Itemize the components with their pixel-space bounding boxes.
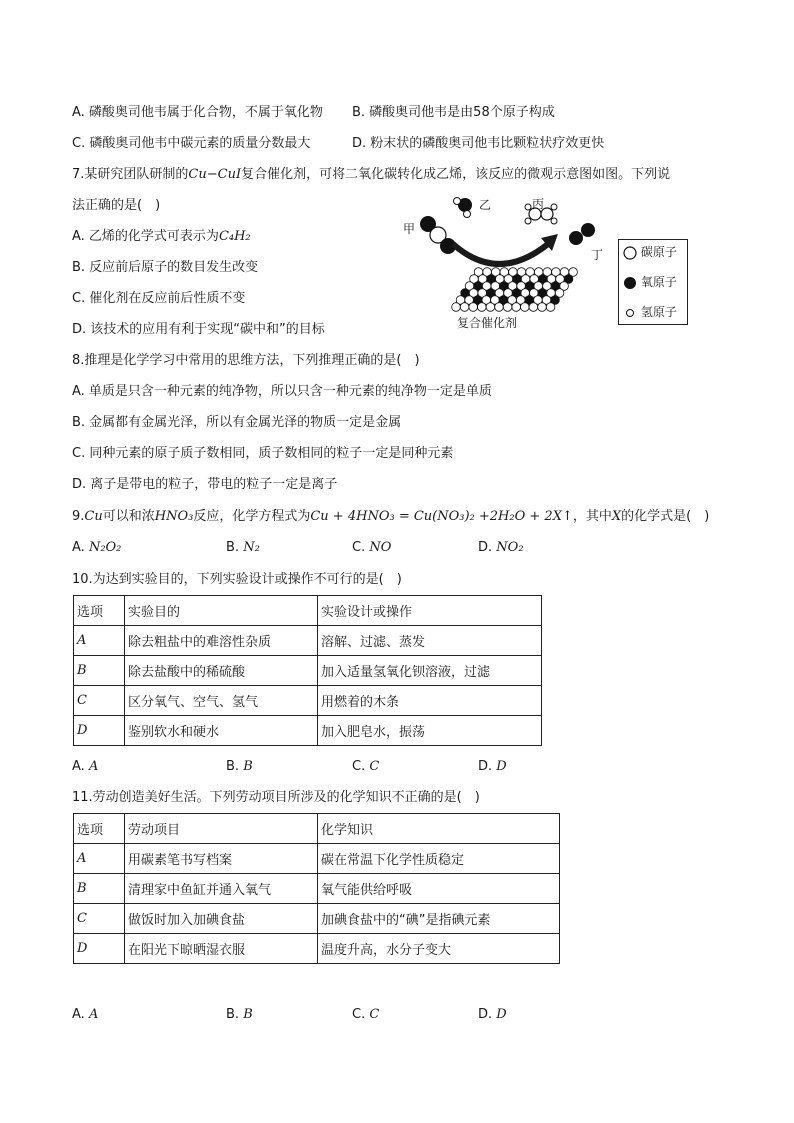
table-cell: 在阳光下晾晒湿衣服	[125, 934, 318, 964]
table-cell: 碳在常温下化学性质稳定	[318, 844, 560, 874]
q7-option-c: C. 催化剂在反应前后性质不变	[72, 291, 246, 306]
catalyst-lattice	[452, 268, 578, 312]
table-cell: 除去盐酸中的稀硫酸	[125, 656, 318, 686]
q9-option-c: C. NO	[352, 540, 392, 555]
q11-table	[73, 813, 560, 964]
table-cell: B	[77, 663, 87, 678]
table-row	[74, 626, 542, 656]
ethylene-hydrogen-atom	[525, 218, 531, 224]
table-header-row	[74, 596, 542, 626]
q8-option-d: D. 离子是带电的粒子，带电的粒子一定是离子	[72, 477, 338, 492]
table-cell: 清理家中鱼缸并通入氧气	[125, 874, 318, 904]
catalyst-atom	[452, 303, 461, 312]
table-cell: 除去粗盐中的难溶性杂质	[125, 626, 318, 656]
q10-answer-c: C. C	[352, 759, 380, 774]
table-header-cell: 实验设计或操作	[318, 596, 542, 626]
table-cell: 用碳素笔书写档案	[125, 844, 318, 874]
legend-hydrogen: 氢原子	[623, 303, 677, 321]
table-cell: C	[77, 911, 87, 926]
reaction-arrow	[453, 244, 548, 264]
table-cell: 温度升高，水分子变大	[318, 934, 560, 964]
q7-stem-line1: 7.某研究团队研制的Cu−CuI复合催化剂，可将二氧化碳转化成乙烯，该反应的微观示意图如图。下列说	[72, 167, 671, 182]
carbon-atom-icon	[623, 246, 637, 260]
q11-answer-b: B. B	[226, 1007, 253, 1022]
table-row	[74, 716, 542, 746]
table-cell: 加入肥皂水，振荡	[318, 716, 542, 746]
table-cell: D	[77, 941, 88, 956]
q9-option-a: A. N₂O₂	[72, 540, 122, 555]
catalyst-label: 复合催化剂	[457, 316, 518, 330]
q9-option-b: B. N₂	[226, 540, 260, 555]
q8-option-c: C. 同种元素的原子质子数相同，质子数相同的粒子一定是同种元素	[72, 446, 454, 461]
oxygen-atom-icon	[623, 276, 637, 290]
table-cell: D	[77, 723, 88, 738]
catalyst-atom	[546, 303, 555, 312]
legend-carbon: 碳原子	[623, 243, 677, 261]
catalyst-atom	[529, 303, 538, 312]
o2-oxygen-atom-1	[569, 231, 583, 245]
q9-stem: 9.Cu可以和浓HNO₃反应，化学方程式为Cu + 4HNO₃ = Cu(NO₃)₂ +2H₂O + 2X↑，其中X的化学式是( )	[72, 509, 710, 524]
catalyst-atom	[495, 303, 504, 312]
q11-answer-a: A. A	[72, 1007, 99, 1022]
table-cell: C	[77, 693, 87, 708]
table-cell: 做饭时加入加碘食盐	[125, 904, 318, 934]
label-jia: 甲	[403, 222, 416, 236]
table-cell: 溶解、过滤、蒸发	[318, 626, 542, 656]
catalyst-atom	[503, 303, 512, 312]
table-header-cell: 实验目的	[125, 596, 318, 626]
catalyst-atom	[486, 303, 495, 312]
q9-option-d: D. NO₂	[478, 540, 524, 555]
catalyst-atom	[460, 303, 469, 312]
q6-option-a: A. 磷酸奥司他韦属于化合物，不属于氧化物	[72, 105, 323, 120]
table-row	[74, 934, 560, 964]
table-cell: 用燃着的木条	[318, 686, 542, 716]
legend-oxygen: 氧原子	[623, 273, 677, 291]
table-row	[74, 656, 542, 686]
hydrogen-atom-icon	[623, 306, 637, 320]
catalyst-atom	[469, 303, 478, 312]
table-row	[74, 904, 560, 934]
q7-option-a: A. 乙烯的化学式可表示为C₄H₂	[72, 229, 251, 244]
ethylene-hydrogen-atom	[551, 204, 557, 210]
water-hydrogen-atom-1	[454, 198, 461, 205]
q8-stem: 8.推理是化学学习中常用的思维方法，下列推理正确的是( )	[72, 353, 420, 368]
table-cell: A	[77, 633, 87, 648]
table-header-cell: 化学知识	[318, 814, 560, 844]
label-bing: 丙	[532, 197, 545, 211]
q10-table	[73, 595, 542, 746]
q10-answer-d: D. D	[478, 759, 507, 774]
q7-stem-line2: 法正确的是( )	[72, 198, 161, 213]
table-header-cell: 选项	[74, 596, 125, 626]
table-cell: 鉴别软水和硬水	[125, 716, 318, 746]
ethylene-hydrogen-atom	[551, 218, 557, 224]
q6-option-b: B. 磷酸奥司他韦是由58个原子构成	[352, 105, 555, 120]
q10-answer-a: A. A	[72, 759, 99, 774]
table-cell: B	[77, 881, 87, 896]
q11-answer-d: D. D	[478, 1007, 507, 1022]
table-row	[74, 686, 542, 716]
catalyst-atom	[478, 303, 487, 312]
table-header-row	[74, 814, 560, 844]
table-header-cell: 选项	[74, 814, 125, 844]
catalyst-atom	[521, 303, 530, 312]
q11-stem: 11.劳动创造美好生活。下列劳动项目所涉及的化学知识不正确的是( )	[72, 790, 480, 805]
q7-option-b: B. 反应前后原子的数目发生改变	[72, 260, 259, 275]
q10-stem: 10.为达到实验目的，下列实验设计或操作不可行的是( )	[72, 572, 402, 587]
label-ding: 丁	[591, 248, 604, 262]
q6-option-d: D. 粉末状的磷酸奥司他韦比颗粒状疗效更快	[352, 136, 605, 151]
q8-option-a: A. 单质是只含一种元素的纯净物，所以只含一种元素的纯净物一定是单质	[72, 384, 492, 399]
table-header-cell: 劳动项目	[125, 814, 318, 844]
ethylene-hydrogen-atom	[525, 204, 531, 210]
o2-oxygen-atom-2	[581, 223, 595, 237]
table-cell: 氧气能供给呼吸	[318, 874, 560, 904]
atom-legend	[618, 239, 688, 325]
table-cell: A	[77, 851, 87, 866]
q10-answer-b: B. B	[226, 759, 253, 774]
table-row	[74, 844, 560, 874]
q11-answer-c: C. C	[352, 1007, 380, 1022]
table-row	[74, 874, 560, 904]
table-cell: 区分氧气、空气、氢气	[125, 686, 318, 716]
q7-option-d: D. 该技术的应用有利于实现“碳中和”的目标	[72, 322, 325, 337]
table-cell: 加碘食盐中的“碘”是指碘元素	[318, 904, 560, 934]
label-yi: 乙	[479, 198, 492, 212]
table-cell: 加入适量氢氧化钡溶液，过滤	[318, 656, 542, 686]
catalyst-atom	[512, 303, 521, 312]
catalyst-atom	[538, 303, 547, 312]
q6-option-c: C. 磷酸奥司他韦中碳元素的质量分数最大	[72, 136, 311, 151]
water-hydrogen-atom-2	[464, 211, 471, 218]
q8-option-b: B. 金属都有金属光泽，所以有金属光泽的物质一定是金属	[72, 415, 402, 430]
